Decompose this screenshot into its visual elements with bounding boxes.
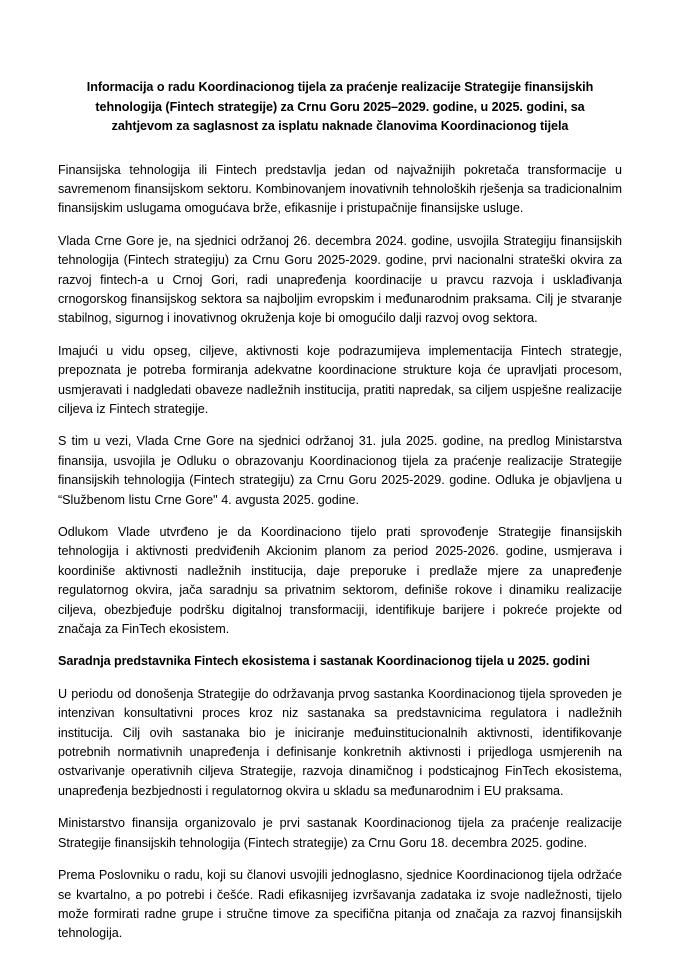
paragraph-coordination-structure-need: Imajući u vidu opseg, ciljeve, aktivnosti koje podrazumijeva implementacija Fintech strategje, prepoznata je potreba formiranja adekvatne koordinacione strukture koja će upravljati procesom, usmjeravati i nadgledati obaveze nadležnih institucija, pratiti napredak, sa ciljem uspješne realizacije ciljeva iz Fintech strategije. <box>58 343 622 416</box>
paragraph-strategy-adoption: Vlada Crne Gore je, na sjednici održanoj 26. decembra 2024. godine, usvojila Strategiju finansijskih tehnologija (Fintech strategiju) za Crnu Goru 2025-2029. godine, prvi nacionalni strateški okvira za razvoj fintech-a u Crnoj Gori, radi unapređenja koordinacije u pravcu razvoja i usklađivanja crnogorskog finansijskog sektora sa najboljim evropskim i međunarodnim praksama. Cilj je stvaranje stabilnog, sigurnog i inovativnog okruženja koje bi omogućilo dalji razvoj ovog sektora. <box>58 233 622 326</box>
section-heading-cooperation-2025: Saradnja predstavnika Fintech ekosistema i sastanak Koordinacionog tijela u 2025. godini <box>58 654 590 669</box>
paragraph-decision-establishment: S tim u vezi, Vlada Crne Gore na sjednici održanoj 31. jula 2025. godine, na predlog Ministarstva finansija, usvojila je Odluku o obrazovanju Koordinacionog tijela za praćenje realizacije Strategije finansijskih tehnologija (Fintech strategiju) za Crnu Goru 2025-2029. godine. Odluka je objavljena u “Službenom listu Crne Gore" 4. avgusta 2025. godine. <box>58 434 622 507</box>
document-title: Informacija o radu Koordinacionog tijela za praćenje realizacije Strategije finansijskih tehnologija (Fintech strategije) za Crnu Goru 2025–2029. godine, u 2025. godini, sa zahtjevom za saglasnost za isplatu naknade članovima Koordinacionog tijela <box>86 80 594 133</box>
paragraph-consultative-process: U periodu od donošenja Strategije do održavanja prvog sastanka Koordinacionog tijela sproveden je intenzivan konsultativni proces kroz niz sastanaka sa predstavnicima regulatora i nadležnih institucija. Cilj ovih sastanaka bio je iniciranje međuinstitucionalnih aktivnosti, identifikovanje potrebnih normativnih unapređenja i definisanje konkretnih aktivnosti i prijedloga usmjerenih na ostvarivanje operativnih ciljeva Strategije, razvoja dinamičnog i podsticajnog FinTech ekosistema, unapređenja bezbjednosti i regulatornog okvira u skladu sa međunarodnim i EU praksama. <box>58 686 622 798</box>
document-content <box>58 78 622 944</box>
paragraph-intro-fintech-definition: Finansijska tehnologija ili Fintech predstavlja jedan od najvažnijih pokretača transformacije u savremenom finansijskom sektoru. Kombinovanjem inovativnih tehnoloških rješenja sa tradicionalnim finansijskim uslugama omogućava brže, efikasnije i pristupačnije finansijske usluge. <box>58 162 622 216</box>
paragraph-body-responsibilities: Odlukom Vlade utvrđeno je da Koordinaciono tijelo prati sprovođenje Strategije finansijskih tehnologija i aktivnosti predviđenih Akcionim planom za period 2025-2026. godine, usmjerava i koordiniše aktivnosti nadležnih institucija, daje preporuke i predlaže mjere za unapređenje regulatornog okvira, jača saradnju sa privatnim sektorom, definiše rokove i dinamiku realizacije ciljeva, obezbjeđuje podršku digitalnoj transformaciji, identifikuje barijere i pokreće projekte od značaja za FinTech ekosistem. <box>58 525 622 637</box>
paragraph-rules-of-procedure: Prema Poslovniku o radu, koji su članovi usvojili jednoglasno, sjednice Koordinacionog tijela održaće se kvartalno, a po potrebi i češće. Radi efikasnijeg izvršavanja zadataka iz svoje nadležnosti, tijelo može formirati radne grupe i stručne timove za specifična pitanja od značaja za razvoj finansijskih tehnologija. <box>58 868 622 941</box>
paragraph-first-meeting: Ministarstvo finansija organizovalo je prvi sastanak Koordinacionog tijela za praćenje realizacije Strategije finansijskih tehnologija (Fintech strategije) za Crnu Goru 18. decembra 2025. godine. <box>58 816 622 850</box>
